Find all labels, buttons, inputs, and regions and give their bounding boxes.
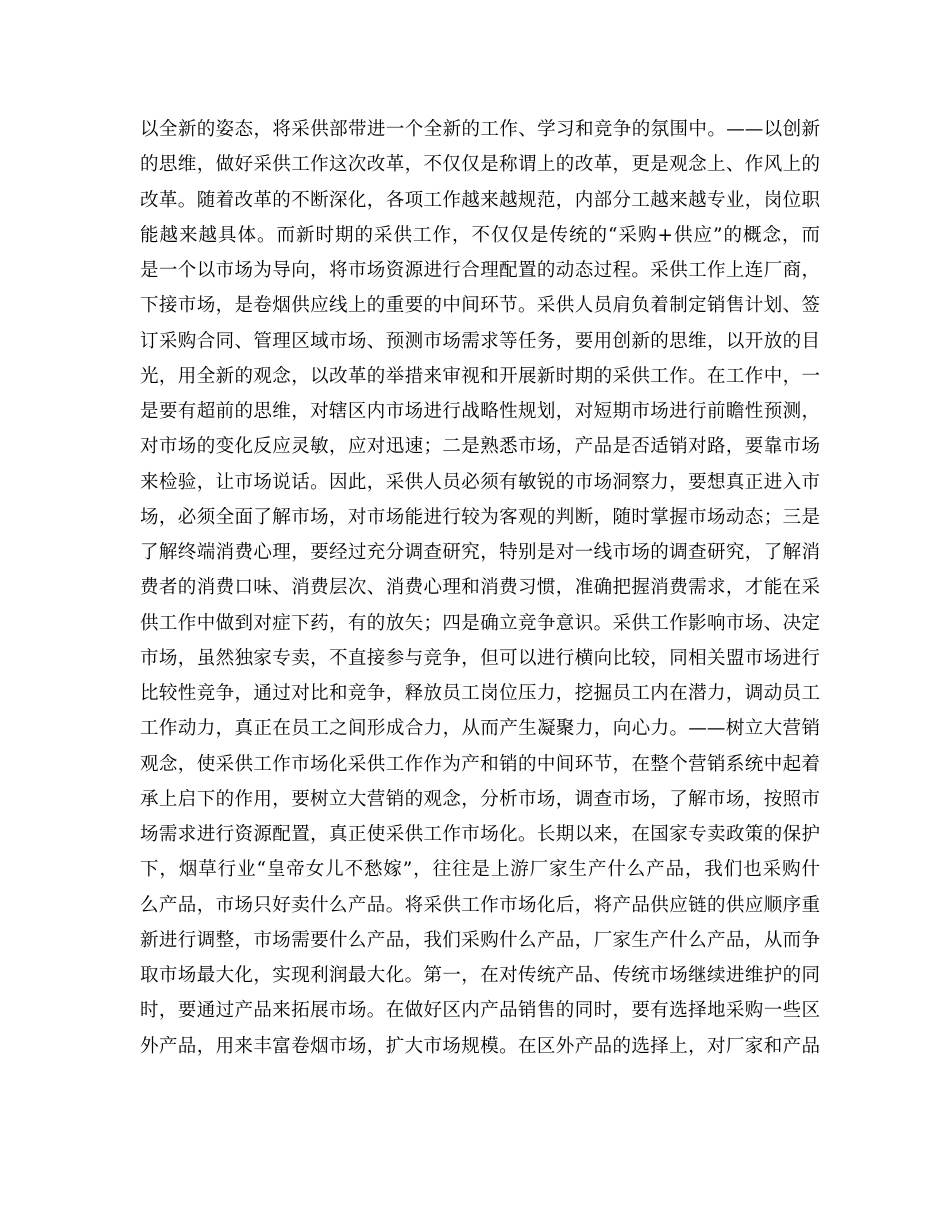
text-line: 光，用全新的观念，以改革的举措来审视和开展新时期的采供工作。在工作中，一 bbox=[140, 365, 820, 387]
body-text bbox=[140, 112, 820, 1064]
text-line: 市场，虽然独家专卖，不直接参与竞争，但可以进行横向比较，同相关盟市场进行 bbox=[140, 647, 820, 669]
text-line: 外产品，用来丰富卷烟市场，扩大市场规模。在区外产品的选择上，对厂家和产品 bbox=[140, 1035, 820, 1057]
text-line: 场，必须全面了解市场，对市场能进行较为客观的判断，随时掌握市场动态；三是 bbox=[140, 506, 820, 528]
text-line: 么产品，市场只好卖什么产品。将采供工作市场化后，将产品供应链的供应顺序重 bbox=[140, 894, 820, 916]
text-line: 比较性竞争，通过对比和竞争，释放员工岗位压力，挖掘员工内在潜力，调动员工 bbox=[140, 683, 820, 704]
text-line: 是一个以市场为导向，将市场资源进行合理配置的动态过程。采供工作上连厂商， bbox=[140, 260, 820, 281]
text-line: 能越来越具体。而新时期的采供工作，不仅仅是传统的“采购+供应”的概念，而 bbox=[140, 224, 820, 246]
text-line: 观念，使采供工作市场化采供工作作为产和销的中间环节，在整个营销系统中起着 bbox=[140, 753, 820, 775]
text-line: 工作动力，真正在员工之间形成合力，从而产生凝聚力，向心力。——树立大营销 bbox=[140, 718, 820, 740]
text-line: 下，烟草行业“皇帝女儿不愁嫁”，往往是上游厂家生产什么产品，我们也采购什 bbox=[140, 859, 820, 881]
text-line: 取市场最大化，实现利润最大化。第一，在对传统产品、传统市场继续进维护的同 bbox=[140, 965, 820, 986]
text-line: 场需求进行资源配置，真正使采供工作市场化。长期以来，在国家专卖政策的保护 bbox=[140, 824, 820, 845]
text-line: 供工作中做到对症下药，有的放矢；四是确立竞争意识。采供工作影响市场、决定 bbox=[140, 612, 820, 634]
text-line: 来检验，让市场说话。因此，采供人员必须有敏锐的市场洞察力，要想真正进入市 bbox=[140, 471, 820, 493]
text-line: 的思维，做好采供工作这次改革，不仅仅是称谓上的改革，更是观念上、作风上的 bbox=[140, 154, 820, 176]
text-line: 承上启下的作用，要树立大营销的观念，分析市场，调查市场，了解市场，按照市 bbox=[140, 788, 820, 810]
text-line: 时，要通过产品来拓展市场。在做好区内产品销售的同时，要有选择地采购一些区 bbox=[140, 1000, 820, 1022]
text-line: 改革。随着改革的不断深化，各项工作越来越规范，内部分工越来越专业，岗位职 bbox=[140, 189, 820, 211]
text-line: 以全新的姿态，将采供部带进一个全新的工作、学习和竞争的氛围中。——以创新 bbox=[140, 119, 820, 140]
text-line: 费者的消费口味、消费层次、消费心理和消费习惯，准确把握消费需求，才能在采 bbox=[140, 577, 820, 599]
text-line: 了解终端消费心理，要经过充分调查研究，特别是对一线市场的调查研究，了解消 bbox=[140, 542, 820, 563]
text-line: 下接市场，是卷烟供应线上的重要的中间环节。采供人员肩负着制定销售计划、签 bbox=[140, 295, 820, 317]
text-line: 新进行调整，市场需要什么产品，我们采购什么产品，厂家生产什么产品，从而争 bbox=[140, 929, 820, 951]
text-line: 是要有超前的思维，对辖区内市场进行战略性规划，对短期市场进行前瞻性预测， bbox=[140, 401, 820, 422]
text-line: 对市场的变化反应灵敏，应对迅速；二是熟悉市场，产品是否适销对路，要靠市场 bbox=[140, 436, 820, 458]
text-line: 订采购合同、管理区域市场、预测市场需求等任务，要用创新的思维，以开放的目 bbox=[140, 330, 820, 352]
